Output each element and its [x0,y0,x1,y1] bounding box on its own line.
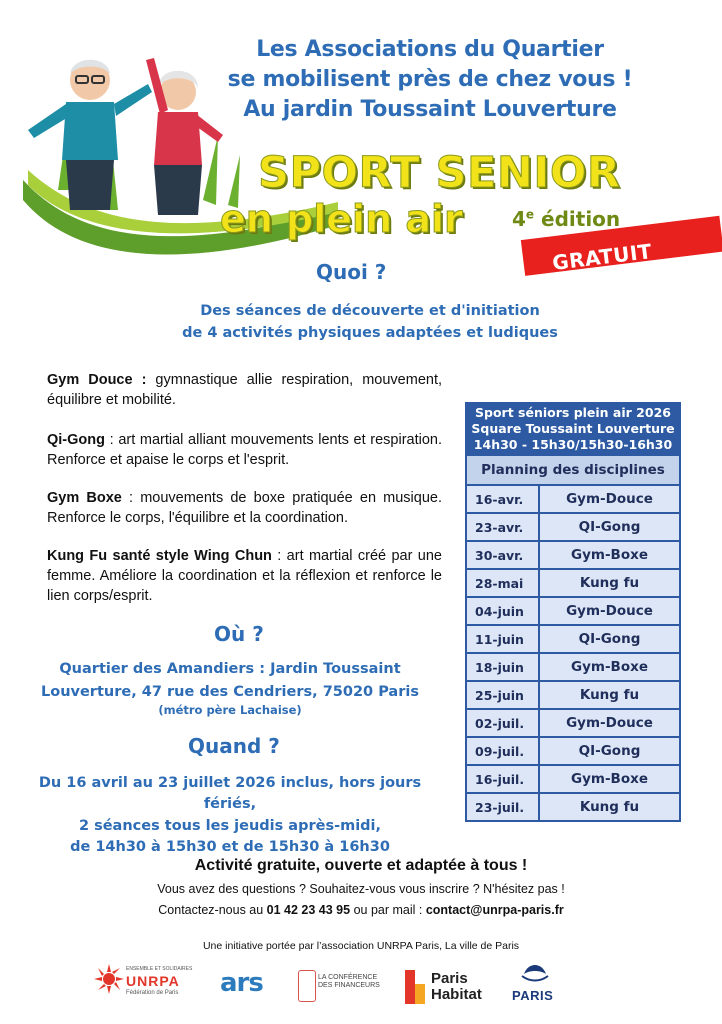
phone-number[interactable]: 01 42 23 43 95 [266,903,351,917]
contact-mid: ou par mail : [350,903,426,917]
initiative-text: Une initiative portée par l’association UNRPA Paris, La ville de Paris [202,940,520,952]
planning-row [466,653,680,681]
header-line-2: se mobilisent près de chez vous ! [227,67,633,92]
paris-habitat-logo [405,968,490,1008]
planning-header-line-1: Sport séniors plein air 2026 [475,405,671,420]
edition-label [512,207,620,231]
planning-activity: Kung fu [539,569,680,597]
planning-row [466,765,680,793]
planning-row [466,597,680,625]
planning-date: 02-juil. [466,709,539,737]
conference-text: LA CONFÉRENCE DES FINANCEURS [318,974,380,989]
header-line-3: Au jardin Toussaint Louverture [243,97,617,122]
planning-date: 09-juil. [466,737,539,765]
edition-superscript: e [525,207,535,222]
planning-date: 04-juin [466,597,539,625]
planning-activity: QI-Gong [539,513,680,541]
planning-activity: Gym-Douce [539,597,680,625]
planning-date: 16-juil. [466,765,539,793]
planning-activity: Gym-Douce [539,709,680,737]
planning-table [465,402,681,822]
planning-date: 16-avr. [466,485,539,513]
planning-row [466,569,680,597]
edition-number: 4 [512,207,526,231]
gratuit-label: GRATUIT [550,238,654,276]
quand-heading: Quand ? [188,734,280,758]
planning-subheader: Planning des disciplines [466,456,680,485]
unrpa-sun-icon [94,964,124,994]
ville-de-paris-logo [510,960,560,1010]
planning-date: 23-avr. [466,513,539,541]
activity-text: gymnastique allie respiration, mouvement, équilibre et mobilité. [47,372,443,408]
planning-date: 30-avr. [466,541,539,569]
en-plein-air-title: en plein air [220,197,463,241]
planning-row [466,737,680,765]
unrpa-name: UNRPA [126,973,180,989]
email-link[interactable]: contact@unrpa-paris.fr [425,903,564,917]
planning-activity: Kung fu [539,793,680,821]
planning-activity: Kung fu [539,681,680,709]
planning-row [466,541,680,569]
planning-row [466,513,680,541]
unrpa-logo [94,962,194,1004]
planning-row [466,625,680,653]
planning-date: 25-juin [466,681,539,709]
planning-row [466,681,680,709]
planning-date: 11-juin [466,625,539,653]
quand-line-3: 2 séances tous les jeudis après-midi, [78,818,382,834]
activity-text: : art martial alliant mouvements lents et respiration. Renforce et apaise le corps et l'esprit. [47,432,442,468]
sport-senior-title: SPORT SENIOR [258,148,621,198]
questions-text: Vous avez des questions ? Souhaitez-vous vous inscrire ? N'hésitez pas ! [157,882,565,896]
activity-gym-douce [47,370,442,410]
activity-qi-gong [47,430,442,470]
quand-line-1: Du 16 avril au 23 juillet 2026 inclus, hors jours [38,775,422,791]
ou-line-1: Quartier des Amandiers : Jardin Toussaint [59,661,401,677]
activity-name: Kung Fu santé style Wing Chun [47,548,272,564]
tagline: Activité gratuite, ouverte et adaptée à tous ! [194,857,528,874]
activity-name: Gym Douce : [47,372,147,388]
unrpa-tagline: ENSEMBLE ET SOLIDAIRES [126,966,193,972]
planning-date: 28-mai [466,569,539,597]
header-line-1: Les Associations du Quartier [256,37,604,62]
quand-line-2: fériés, [203,796,257,812]
planning-header-line-3: 14h30 - 15h30/15h30-16h30 [473,437,673,452]
activity-text: : art martial créé par une femme. Améliore la coordination et la réflexion et renforce le lien corps/esprit. [47,548,442,604]
activity-name: Gym Boxe [47,490,122,506]
planning-date: 18-juin [466,653,539,681]
activity-kung-fu [47,546,442,606]
unrpa-subtitle: Fédération de Paris [126,990,179,996]
paris-habitat-line-1: Paris [431,970,468,987]
quoi-heading: Quoi ? [316,260,387,284]
activity-gym-boxe [47,488,442,528]
planning-activity: Gym-Douce [539,485,680,513]
contact-line [0,903,722,917]
planning-rows [466,485,680,821]
ars-text: ars [220,968,263,998]
ars-logo [220,968,270,1008]
paris-text: PARIS [512,988,554,1003]
quoi-line-2: de 4 activités physiques adaptées et ludiques [182,325,558,341]
activity-name: Qi-Gong [47,432,105,448]
quoi-line-1: Des séances de découverte et d'initiation [200,303,540,319]
ou-line-2: Louverture, 47 rue des Cendriers, 75020 Paris [41,684,419,700]
edition-word: édition [534,207,621,231]
conference-75-mark [298,970,316,1002]
planning-date: 23-juil. [466,793,539,821]
planning-row [466,793,680,821]
contact-prefix: Contactez-nous au [158,903,267,917]
planning-activity: QI-Gong [539,737,680,765]
planning-activity: Gym-Boxe [539,653,680,681]
paris-habitat-mark-2 [415,984,425,1004]
ou-heading: Où ? [214,622,264,646]
activity-text: : mouvements de boxe pratiquée en musique. Renforce le corps, l'équilibre et la coordination. [47,490,442,526]
paris-ship-icon [520,960,550,984]
quand-line-4: de 14h30 à 15h30 et de 15h30 à 16h30 [70,839,390,855]
paris-habitat-line-2: Habitat [431,986,482,1003]
planning-header [466,402,680,456]
planning-activity: QI-Gong [539,625,680,653]
paris-habitat-mark [405,970,415,1004]
planning-activity: Gym-Boxe [539,765,680,793]
planning-row [466,485,680,513]
ou-line-3: (métro père Lachaise) [158,703,302,717]
planning-row [466,709,680,737]
planning-header-line-2: Square Toussaint Louverture [471,421,675,436]
planning-activity: Gym-Boxe [539,541,680,569]
conference-financeurs-logo [298,970,388,1006]
